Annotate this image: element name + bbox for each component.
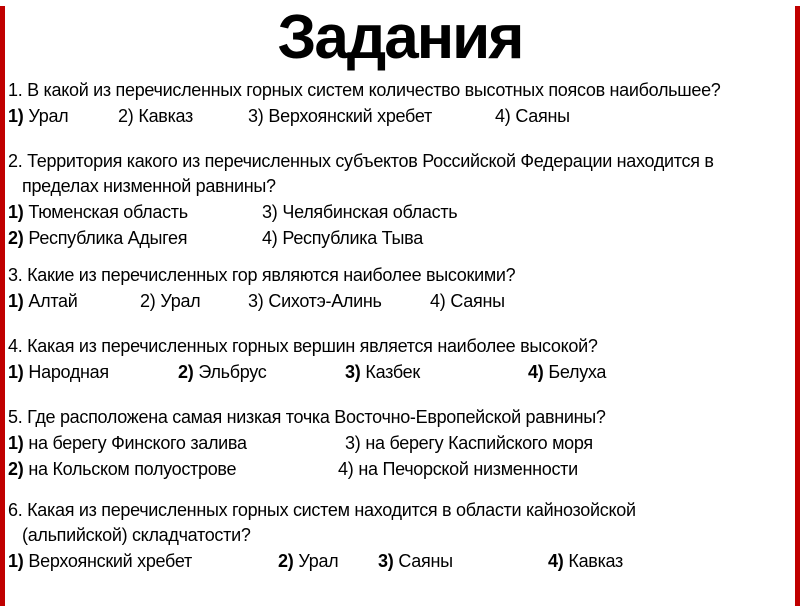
option-marker: 4) [338,459,354,479]
option-marker: 2) [8,228,24,248]
answer-option [140,288,248,314]
question-text: 5. Где расположена самая низкая точка Восточно-Европейской равнины? [8,407,606,427]
answer-option [118,103,248,129]
answer-option [338,456,578,482]
answer-option [262,225,423,251]
left-red-border [0,6,5,606]
question-text-line2: пределах низменной равнины? [22,176,276,196]
question-block-6 [8,498,788,574]
slide-title: Задания [277,3,523,72]
option-label: Республика Адыгея [28,228,188,248]
answer-option [8,359,178,385]
answer-row [8,430,788,456]
option-label: Кавказ [568,551,623,571]
question-text-line2: (альпийской) складчатости? [22,525,251,545]
option-label: на Кольском полуострове [28,459,237,479]
question-text: 3. Какие из перечисленных гор являются наиболее высокими? [8,265,516,285]
answer-option [8,288,140,314]
answer-row [8,225,788,251]
option-marker: 4) [430,291,446,311]
option-label: Сихотэ-Алинь [268,291,382,311]
answer-row [8,548,788,574]
option-marker: 3) [378,551,394,571]
option-marker: 2) [178,362,194,382]
option-marker: 4) [262,228,278,248]
option-marker: 1) [8,551,24,571]
question-text: 2. Территория какого из перечисленных субъектов Российской Федерации находится в [8,151,714,171]
option-marker: 1) [8,433,24,453]
answer-option [378,548,548,574]
question-block-4 [8,334,788,385]
answer-row [8,359,788,385]
answer-option [495,103,570,129]
answer-row [8,199,788,225]
answer-option [8,199,262,225]
question-block-3 [8,263,788,314]
question-block-5 [8,405,788,482]
option-marker: 1) [8,106,24,126]
option-marker: 1) [8,362,24,382]
question-block-2 [8,149,788,251]
answer-option [430,288,505,314]
option-marker: 2) [118,106,134,126]
option-marker: 3) [248,106,264,126]
answer-option [345,359,528,385]
option-marker: 1) [8,202,24,222]
answer-option [278,548,378,574]
option-marker: 4) [528,362,544,382]
option-label: Верхоянский хребет [28,551,192,571]
answer-option [8,103,118,129]
question-text: 1. В какой из перечисленных горных систем количество высотных поясов наибольшее? [8,80,721,100]
option-label: Кавказ [138,106,193,126]
answer-option [8,548,278,574]
answer-option [262,199,457,225]
answer-option [178,359,345,385]
option-label: Урал [298,551,339,571]
option-label: Верхоянский хребет [268,106,432,126]
option-marker: 3) [262,202,278,222]
option-marker: 2) [140,291,156,311]
answer-row [8,103,788,129]
right-red-border [795,6,800,606]
option-label: Тюменская область [28,202,188,222]
option-marker: 3) [345,362,361,382]
option-label: на берегу Финского залива [28,433,247,453]
answer-option [8,456,338,482]
option-label: Челябинская область [282,202,458,222]
option-marker: 1) [8,291,24,311]
option-marker: 2) [278,551,294,571]
answer-option [345,430,593,456]
option-label: Алтай [28,291,78,311]
answer-option [8,225,262,251]
question-text: 4. Какая из перечисленных горных вершин является наиболее высокой? [8,336,598,356]
option-marker: 4) [548,551,564,571]
option-marker: 3) [345,433,361,453]
option-label: на берегу Каспийского моря [365,433,593,453]
option-label: Республика Тыва [282,228,423,248]
option-label: Эльбрус [198,362,267,382]
option-label: Казбек [365,362,420,382]
option-label: Народная [28,362,109,382]
option-label: Урал [160,291,201,311]
answer-option [248,103,495,129]
option-label: Саяны [450,291,505,311]
option-marker: 2) [8,459,24,479]
answer-option [8,430,345,456]
answer-option [528,359,606,385]
option-label: Саяны [398,551,453,571]
question-block-1 [8,78,788,129]
questions-list [0,78,800,574]
answer-row [8,288,788,314]
question-text: 6. Какая из перечисленных горных систем находится в области кайнозойской [8,500,636,520]
answer-row [8,456,788,482]
answer-option [548,548,623,574]
slide [0,3,800,606]
answer-option [248,288,430,314]
option-label: на Печорской низменности [358,459,578,479]
option-label: Саяны [515,106,570,126]
option-marker: 3) [248,291,264,311]
option-label: Урал [28,106,69,126]
option-marker: 4) [495,106,511,126]
option-label: Белуха [548,362,607,382]
